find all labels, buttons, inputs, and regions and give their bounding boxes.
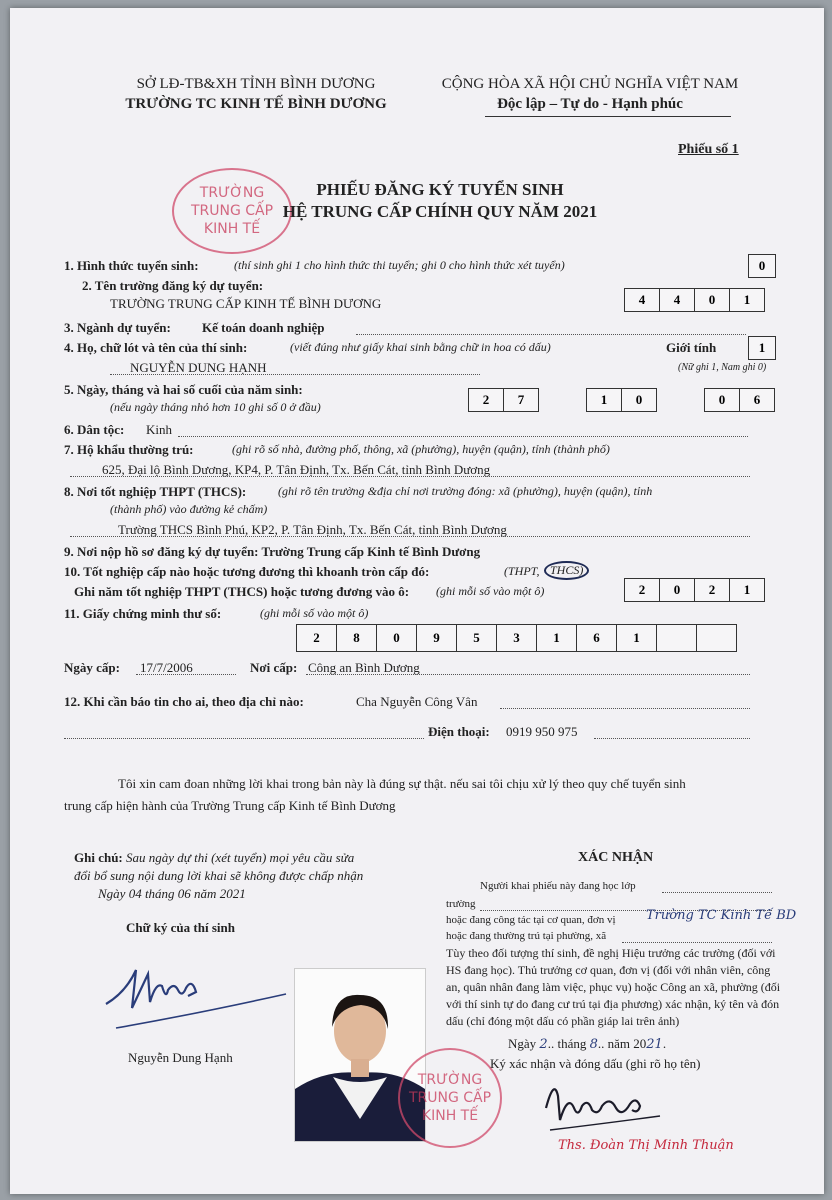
confirm-p1: Tùy theo đối tượng thí sinh, đề nghị Hiệu trưởng các trường (đối với [446, 946, 776, 960]
confirm-p4: với thí sinh tự do đang cư trú tại địa phương) xác nhận, ký tên và đón [446, 997, 780, 1011]
field7-hint: (ghi rõ số nhà, đường phố, thông, xã (phường), huyện (quận), tỉnh (thành phố) [232, 442, 610, 456]
field4-value: NGUYỄN DUNG HẠNH [130, 360, 267, 375]
registration-form [10, 8, 824, 1194]
pledge-line1: Tôi xin cam đoan những lời khai trong bản này là đúng sự thật. nếu sai tôi chịu xử lý theo quy chế tuyển sinh [118, 776, 686, 791]
level-option-thcs-circled[interactable]: THCS) [544, 561, 589, 580]
phone-label: Điện thoại: [428, 724, 490, 739]
issue-date: 17/7/2006 [140, 660, 193, 675]
field1-hint: (thí sinh ghi 1 cho hình thức thi tuyển; ghi 0 cho hình thức xét tuyển) [234, 258, 565, 272]
confirm-p2: HS đang học). Thủ trưởng cơ quan, đơn vị (đối với nhân viên, công [446, 963, 771, 977]
field2-value: TRƯỜNG TRUNG CẤP KINH TẾ BÌNH DƯƠNG [110, 296, 382, 311]
confirm-residence: hoặc đang thường trú tại phường, xã [446, 930, 607, 942]
field7-value: 625, Đại lộ Bình Dương, KP4, P. Tân Định, Tx. Bến Cát, tỉnh Bình Dương [102, 462, 491, 477]
field8-label: 8. Nơi tốt nghiệp THPT (THCS): [64, 484, 247, 499]
issue-place: Công an Bình Dương [308, 660, 420, 675]
phone-value: 0919 950 975 [506, 724, 578, 739]
confirm-p3: an, quân nhân đang làm việc, phục vụ) hoặc Công an xã, phường (đối [446, 980, 781, 994]
school-stamp-top: TRƯỜNG TRUNG CẤP KINH TẾ [172, 168, 292, 254]
field10-label: 10. Tốt nghiệp cấp nào hoặc tương đương thì khoanh tròn cấp đó: [64, 564, 430, 579]
field12-label: 12. Khi cần báo tin cho ai, theo địa chỉ nào: [64, 694, 304, 709]
school-stamp-bottom: TRƯỜNG TRUNG CẤP KINH TẾ [398, 1048, 502, 1148]
field1-box[interactable]: 0 [748, 254, 776, 278]
candidate-signature [96, 952, 296, 1032]
form-number: Phiếu số 1 [678, 142, 739, 157]
motto: Độc lập – Tự do - Hạnh phúc [497, 96, 683, 112]
grad-year-hint: (ghi mỗi số vào một ô) [436, 584, 545, 598]
confirm-date: Ngày 2.. tháng 8.. năm 2021. [508, 1036, 667, 1052]
republic-name: CỘNG HÒA XÃ HỘI CHỦ NGHĨA VIỆT NAM [441, 76, 739, 92]
field8-value: Trường THCS Bình Phú, KP2, P. Tân Định, Tx. Bến Cát, tỉnh Bình Dương [118, 522, 507, 537]
field2-box[interactable]: 4 4 0 1 [624, 288, 765, 312]
form-title: PHIẾU ĐĂNG KÝ TUYỂN SINH [316, 180, 564, 199]
field4-hint: (viết đúng như giấy khai sinh bằng chữ in hoa có dấu) [290, 340, 551, 354]
confirm-class: Người khai phiếu này đang học lớp [480, 880, 636, 892]
field7-label: 7. Hộ khẩu thường trú: [64, 442, 194, 457]
motto-underline [485, 116, 731, 117]
candidate-name: Nguyễn Dung Hạnh [128, 1050, 233, 1065]
field2-label: 2. Tên trường đăng ký dự tuyển: [82, 278, 264, 293]
pledge-line2: trung cấp hiện hành của Trường Trung cấp Kinh tế Bình Dương [64, 798, 396, 813]
field4-label: 4. Họ, chữ lót và tên của thí sinh: [64, 340, 248, 355]
confirm-workplace-handwritten: Trường TC Kinh Tế BD [646, 908, 797, 923]
note-block: Ghi chú: Sau ngày dự thi (xét tuyển) mọi yêu cầu sửa [74, 850, 355, 865]
grad-year-box[interactable]: 2 0 2 1 [624, 578, 765, 602]
issue-place-label: Nơi cấp: [250, 660, 298, 675]
officer-name: Ths. Đoàn Thị Minh Thuận [558, 1138, 734, 1153]
gender-box[interactable]: 1 [748, 336, 776, 360]
gender-label: Giới tính [666, 340, 717, 355]
gender-hint: (Nữ ghi 1, Nam ghi 0) [678, 362, 767, 373]
field6-label: 6. Dân tộc: [64, 422, 125, 437]
dept-name: SỞ LĐ-TB&XH TỈNH BÌNH DƯƠNG [136, 76, 376, 92]
confirm-school: trường [446, 898, 476, 910]
field11-hint: (ghi mỗi số vào một ô) [260, 606, 369, 620]
birth-year-box[interactable]: 0 6 [704, 388, 775, 412]
issue-date-label: Ngày cấp: [64, 660, 120, 675]
field8-hint2: (thành phố) vào đường kẻ chấm) [110, 502, 268, 516]
field5-hint: (nếu ngày tháng nhỏ hơn 10 ghi số 0 ở đầu) [110, 400, 321, 414]
field8-hint: (ghi rõ tên trường &địa chỉ nơi trường đóng: xã (phường), huyện (quận), tỉnh [278, 484, 653, 498]
field9-label: 9. Nơi nộp hồ sơ đăng ký dự tuyển: Trường Trung cấp Kinh tế Bình Dương [64, 544, 481, 559]
form-subtitle: HỆ TRUNG CẤP CHÍNH QUY NĂM 2021 [282, 202, 598, 221]
id-number-box[interactable]: 2 8 0 9 5 3 1 6 1 [296, 624, 737, 652]
confirm-workplace: hoặc đang công tác tại cơ quan, đơn vị [446, 914, 616, 926]
level-option-thpt: (THPT, [504, 564, 540, 578]
birth-day-box[interactable]: 2 7 [468, 388, 539, 412]
officer-signature [540, 1068, 680, 1138]
birth-month-box[interactable]: 1 0 [586, 388, 657, 412]
field5-label: 5. Ngày, tháng và hai số cuối của năm sinh: [64, 382, 303, 397]
field6-value: Kinh [146, 422, 172, 437]
field3-label: 3. Ngành dự tuyển: [64, 320, 171, 335]
grad-year-label: Ghi năm tốt nghiệp THPT (THCS) hoặc tương đương vào ô: [74, 584, 410, 599]
note-date: Ngày 04 tháng 06 năm 2021 [98, 886, 246, 901]
school-name: TRƯỜNG TC KINH TẾ BÌNH DƯƠNG [125, 96, 387, 112]
field3-value: Kế toán doanh nghiệp [202, 320, 325, 335]
confirm-title: XÁC NHẬN [578, 850, 654, 865]
field12-value: Cha Nguyễn Công Vân [356, 694, 478, 709]
field1-label: 1. Hình thức tuyển sinh: [64, 258, 199, 273]
field11-label: 11. Giấy chứng minh thư số: [64, 606, 222, 621]
confirm-p5: dấu (chỉ đóng một dấu có phần giáp lai trên ảnh) [446, 1014, 680, 1028]
note-line2: đổi bổ sung nội dung lời khai sẽ không được chấp nhận [74, 868, 364, 883]
confirm-sign-label: Ký xác nhận và đóng dấu (ghi rõ họ tên) [490, 1056, 701, 1071]
candidate-signature-label: Chữ ký của thí sinh [126, 920, 235, 935]
